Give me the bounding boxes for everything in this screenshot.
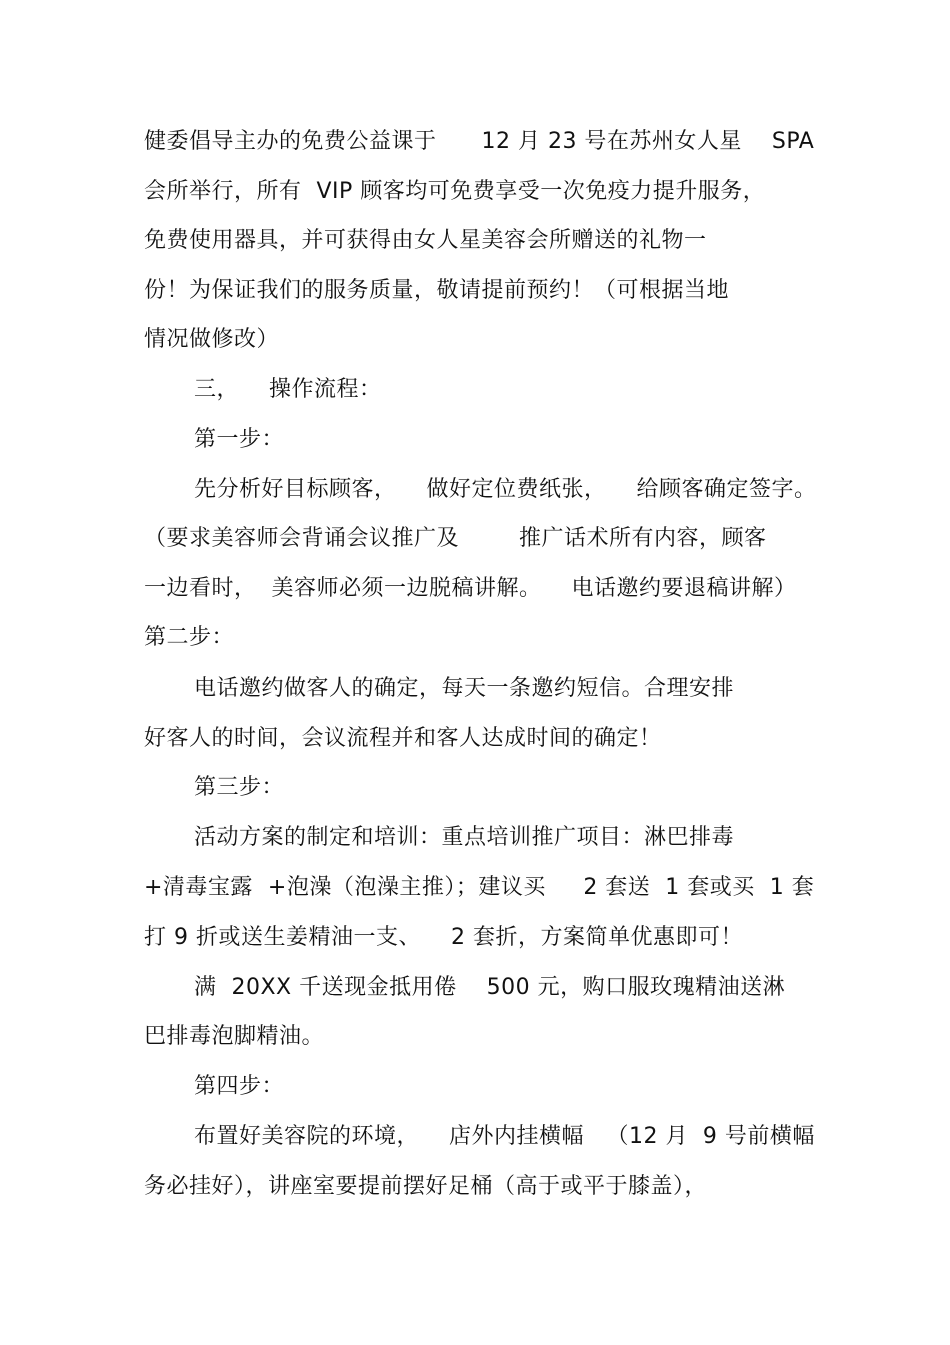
paragraph-line: 份！为保证我们的服务质量，敬请提前预约！（可根据当地 bbox=[144, 278, 730, 303]
paragraph-line: 一边看时， 美容师必须一边脱稿讲解。 电话邀约要退稿讲解） bbox=[144, 576, 797, 601]
paragraph-line: 打 9 折或送生姜精油一支、 2 套折，方案简单优惠即可！ bbox=[144, 925, 743, 950]
paragraph-line: 先分析好目标顾客， 做好定位费纸张， 给顾客确定签字。 bbox=[194, 477, 817, 502]
paragraph-line: 会所举行，所有 VIP 顾客均可免费享受一次免疫力提升服务， bbox=[144, 179, 766, 204]
paragraph-line: +清毒宝露 +泡澡（泡澡主推）；建议买 2 套送 1 套或买 1 套 bbox=[144, 875, 815, 900]
step-heading: 第二步： bbox=[144, 625, 235, 650]
step-heading: 第四步： bbox=[194, 1074, 285, 1099]
paragraph-line: 布置好美容院的环境， 店外内挂横幅 （12 月 9 号前横幅 bbox=[194, 1124, 815, 1149]
paragraph-line: 务必挂好），讲座室要提前摆好足桶（高于或平于膝盖）， bbox=[144, 1174, 708, 1199]
paragraph-line: 好客人的时间，会议流程并和客人达成时间的确定！ bbox=[144, 726, 662, 751]
paragraph-line: 巴排毒泡脚精油。 bbox=[144, 1024, 325, 1049]
step-heading: 第一步： bbox=[194, 427, 285, 452]
paragraph-line: 电话邀约做客人的确定，每天一条邀约短信。合理安排 bbox=[194, 676, 735, 701]
section-heading: 三， 操作流程： bbox=[194, 377, 382, 402]
paragraph-line: 健委倡导主办的免费公益课于 12 月 23 号在苏州女人星 SPA bbox=[144, 129, 815, 154]
step-heading: 第三步： bbox=[194, 775, 285, 800]
paragraph-line: 情况做修改） bbox=[144, 327, 280, 352]
paragraph-line: （要求美容师会背诵会议推广及 推广话术所有内容，顾客 bbox=[144, 526, 767, 551]
paragraph-line: 免费使用器具，并可获得由女人星美容会所赠送的礼物一 bbox=[144, 228, 707, 253]
paragraph-line: 满 20XX 千送现金抵用倦 500 元，购口服玫瑰精油送淋 bbox=[194, 975, 786, 1000]
paragraph-line: 活动方案的制定和培训：重点培训推广项目：淋巴排毒 bbox=[194, 825, 735, 850]
